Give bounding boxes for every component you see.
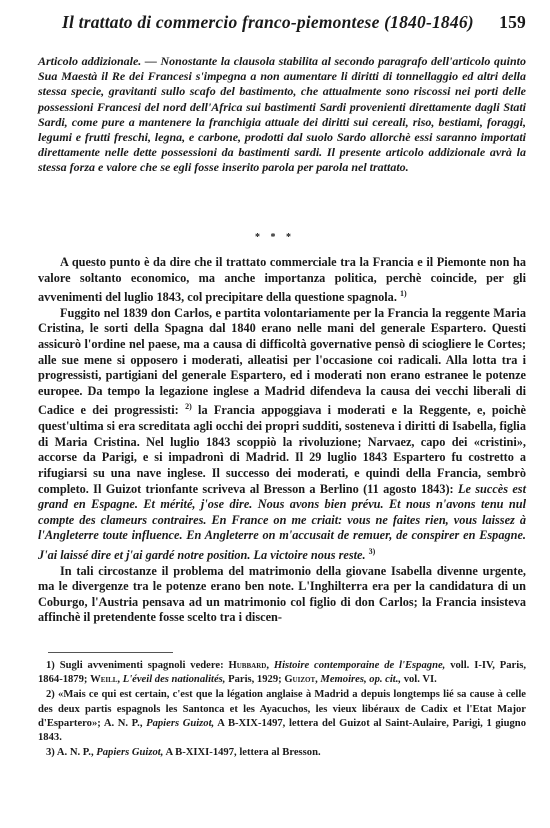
footnotes: [38, 659, 526, 761]
guizot-quote: Le succès est grand en Espagne. Et mérité, j'ose dire. Nous avons bien prévu. Et nous n'avons tenu nul compte des clameurs contraires. En France on me criait: vous ne faites rien, vous laissez à l'Angleterre toute influence. En Angleterre on m'accusait de remuer, de conspirer en Espagne. J'ai laissé dire et j'ai gardé notre position. La victoire nous reste.: [38, 481, 526, 562]
paragraph-2-text-b: la Francia appoggiava i moderati e la Reggente, e, poichè quest'ultima si era screditata agli occhi dei propri sudditi, sosteneva i diritti di Isabella, figlia di Maria Cristina. Nel luglio 1843 scoppiò la rivoluzione; Narvaez, capo dei «cristini», accorse da Parigi, e si impadronì di Madrid. Il 29 luglio 1843 Espartero fu costretto a rifugiarsi su una nave inglese. Il successo dei moderati, e quindi della Francia, sembrò completo. Il Guizot trionfante scriveva al Bresson a Berlino (11 agosto 1843):: [38, 403, 526, 496]
footnote-1-author-3: Guizot,: [284, 674, 318, 686]
paragraph-2: [38, 306, 526, 564]
footnote-1-text-d: vol. VI.: [403, 674, 437, 686]
footnote-3: [38, 746, 526, 760]
footnote-2-tail: A B-XIX-1497, lettera del Guizot al Saint-Aulaire, Parigi, 1 giugno 1843.: [38, 717, 526, 744]
footnote-2-title: Papiers Guizot,: [146, 717, 215, 729]
footnote-ref-1: 1): [399, 289, 407, 299]
footnote-1-text-c: Paris, 1929;: [228, 674, 282, 686]
footnote-1: [38, 659, 526, 687]
additional-article: Articolo addizionale. — Nonostante la clausola stabilita al secondo paragrafo dell'articolo quinto Sua Maestà il Re dei Francesi s'impegna a non aumentare li diritti di tonnellaggio ed altri della stessa specie, gravitanti sullo scafo del bastimento, che attualmente sono riscossi nei porti delle possessioni Francesi del nord dell'Africa sui bastimenti Sardi provenienti direttamente dagli Stati Sardi, come pure a mantenere la franchigia attuale dei diritti sui cereali, riso, bestiami, foraggi, legumi e frutti freschi, legna, e carbone, prodotti dal suolo Sardo allorchè essi saranno importati direttamente nelle dette possessioni da bastimenti sardi. Il presente articolo addizionale avrà la stessa forza e valore che se egli fosse inserito parola per parola nel trattato.: [38, 54, 526, 175]
footnote-3-mark: 3): [46, 747, 55, 759]
running-title: Il trattato di commercio franco-piemontese (1840-1846): [62, 12, 474, 32]
page-number: 159: [499, 12, 526, 32]
footnote-3-title: Papiers Guizot,: [96, 747, 164, 759]
paragraph-1-text: A questo punto è da dire che il trattato commerciale tra la Francia e il Piemonte non ha valore soltanto economico, ma anche importanza politica, perchè coincide, per gli avvenimenti del luglio 1843, col precipitare della questione spagnola.: [38, 255, 526, 305]
footnote-2: [38, 688, 526, 745]
paragraph-3: In tali circostanze il problema del matrimonio della giovane Isabella divenne urgente, ma le divergenze tra le potenze erano ben note. L'Inghilterra era per la candidatura di un Coburgo, l'Austria pensava ad un matrimonio col figlio di don Carlos; la Francia insisteva affinchè il pretendente fosse scelto tra i discen-: [38, 563, 526, 625]
paragraph-2-text: Fuggito nel 1839 don Carlos, e partita volontariamente per la Francia la reggente Maria Cristina, le sorti della Spagna dal 1840 erano nelle mani del generale Espartero. Questi assicurò l'ordine nel paese, ma a causa di difficoltà governative pensò di sciogliere le Cortes; alle sue mene si opposero i moderati, alleatisi per l'occasione coi radicali. Alla lotta tra i progressisti, partigiani del generale Espartero, ed i moderati non erano estranee le potenze europee. Da tempo la legazione inglese a Madrid difendeva la causa dei vecchi liberali di Cadice e dei progressisti:: [38, 305, 526, 418]
paragraph-1: [38, 255, 526, 306]
footnote-1-title-1: Histoire contemporaine de l'Espagne,: [273, 660, 446, 671]
footnote-1-mark: 1): [46, 660, 55, 671]
footnote-1-title-3: Memoires, op. cit.,: [320, 674, 402, 686]
running-header: [62, 12, 526, 33]
footnote-ref-2: 2): [185, 402, 192, 412]
footnote-3-text: A. N. P.,: [56, 747, 94, 759]
footnote-1-text: Sugli avvenimenti spagnoli vedere:: [59, 660, 224, 671]
footnote-ref-3: 3): [368, 546, 376, 556]
main-text: [38, 255, 526, 626]
footnote-2-mark: 2): [46, 689, 55, 701]
footnote-1-text-b: voll. I-IV, Paris, 1864-1879;: [38, 660, 526, 686]
footnote-1-author-1: Hubbard,: [228, 660, 269, 671]
footnote-rule: [48, 652, 173, 653]
footnote-3-tail: A B-XIXI-1497, lettera al Bresson.: [165, 747, 321, 759]
section-separator: * * *: [255, 232, 295, 243]
footnote-1-author-2: Weill,: [90, 674, 121, 686]
footnote-1-title-2: L'éveil des nationalités,: [122, 674, 226, 686]
footnote-2-text: «Mais ce qui est certain, c'est que la légation anglaise à Madrid a depuis longtemps lié sa cause à celle des deux partis espagnols les Santonca et les Ayacuchos, les vieux libéraux de Cadix et l'Etat Major d'Espartero»; A. N. P.,: [38, 689, 526, 729]
